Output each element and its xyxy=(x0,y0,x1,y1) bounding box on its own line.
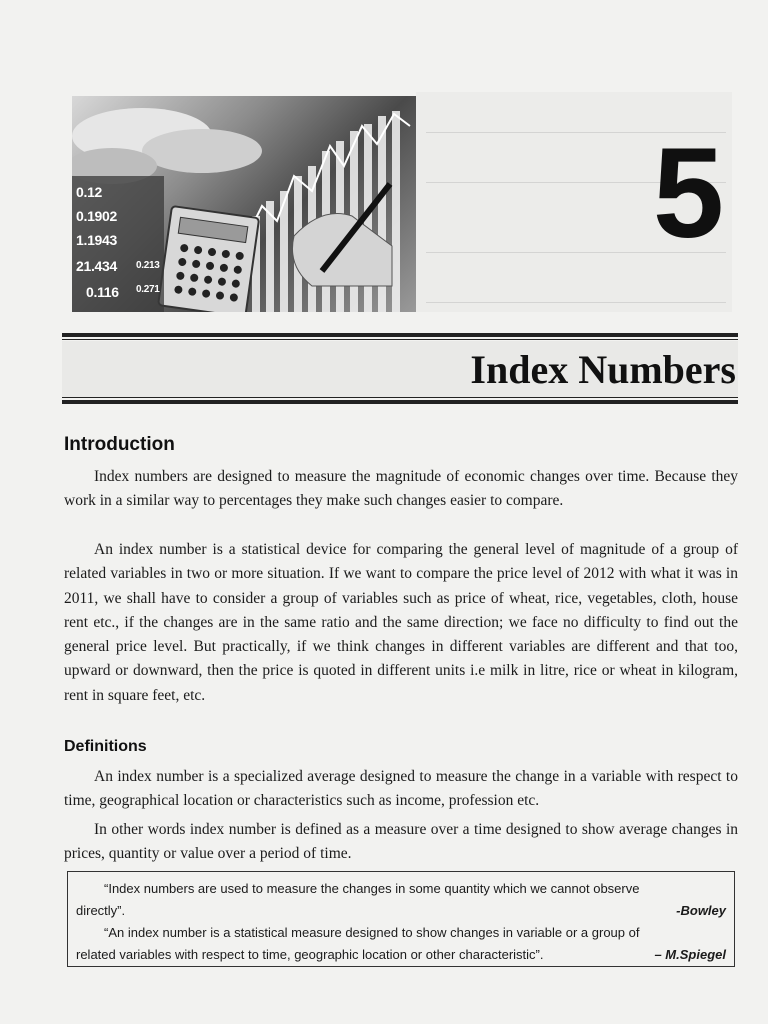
banner-illustration xyxy=(72,96,416,312)
definition-paragraph: In other words index number is defined as a measure over a time designed to show average changes in prices, quantity or value over a period of time. xyxy=(64,821,738,863)
definitions-heading: Definitions xyxy=(64,738,147,755)
banner-number: 0.213 xyxy=(136,260,160,271)
quote-box xyxy=(67,871,735,967)
quote-author: -Bowley xyxy=(676,903,726,918)
banner-number: 0.12 xyxy=(76,184,103,200)
banner-number: 1.1943 xyxy=(76,232,118,248)
quote-text-line: related variables with respect to time, geographic location or other characteristic”. xyxy=(76,947,544,962)
quote-spiegel xyxy=(76,922,726,966)
quote-text-line: “Index numbers are used to measure the changes in some quantity which we cannot observe xyxy=(104,881,640,896)
banner-number: 0.1902 xyxy=(76,208,118,224)
banner-number: 0.271 xyxy=(136,284,160,295)
chapter-title: Index Numbers xyxy=(470,347,736,392)
introduction-heading: Introduction xyxy=(64,434,175,455)
quote-text-line: “An index number is a statistical measure designed to show changes in variable or a group of xyxy=(104,925,640,940)
introduction-paragraph: Index numbers are designed to measure the magnitude of economic changes over time. Because they work in a similar way to percentages they make such changes easier to compare. xyxy=(64,468,738,510)
chapter-banner-image xyxy=(72,96,416,312)
title-rule-bottom-thin xyxy=(62,397,738,398)
quote-author: – M.Spiegel xyxy=(654,947,726,962)
title-rule-top-thin xyxy=(62,339,738,340)
title-rule-top xyxy=(62,333,738,337)
chapter-number: 5 xyxy=(652,122,724,265)
introduction-paragraph: An index number is a statistical device for comparing the general level of magnitude of a group of related variables in two or more situation. If we want to compare the price level of 2012 with what it was in 2011, we shall have to consider a group of variables such as price of wheat, rice, vegetables, cloth, house rent etc., if the changes are in the same ratio and the same direction; we face no difficulty to find out the general price level. But practically, if we think changes in different variables are different and that too, upward or downward, then the price is quoted in different units i.e milk in litre, rice or wheat in kilogram, rent in square feet, etc. xyxy=(64,541,738,704)
quote-text-line: directly”. xyxy=(76,903,126,918)
quote-bowley xyxy=(76,878,726,922)
definition-paragraph: An index number is a specialized average designed to measure the change in a variable with respect to time, geographical location or characteristics such as income, profession etc. xyxy=(64,768,738,810)
banner-number: 0.116 xyxy=(86,284,119,300)
banner-number: 21.434 xyxy=(76,258,118,274)
title-rule-bottom xyxy=(62,400,738,404)
